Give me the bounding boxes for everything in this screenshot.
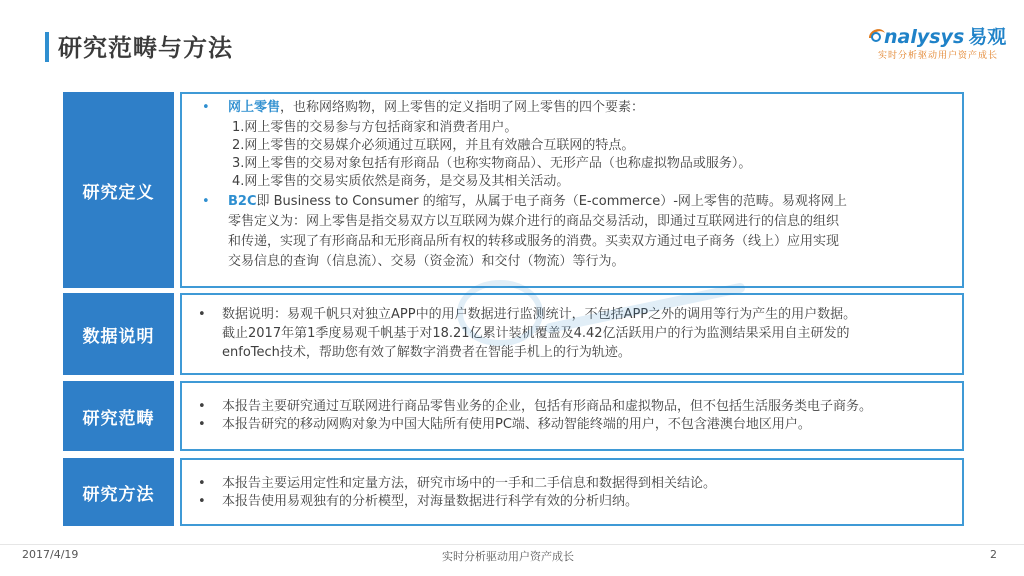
definition-line-6	[228, 194, 847, 210]
logo-brand-cn: 易观	[968, 26, 1007, 48]
definition-line-5: 4.网上零售的交易实质依然是商务，是交易及其相关活动。	[232, 174, 570, 189]
footer-slogan: 实时分析驱动用户资产成长	[442, 550, 574, 563]
scope-line-1: 本报告主要研究通过互联网进行商品零售业务的企业，包括有形商品和虚拟物品，但不包括生活服务类电子商务。	[222, 399, 873, 414]
row-label-method: 研究方法	[63, 458, 174, 526]
row-box-data-notes	[180, 293, 964, 375]
title-accent-bar	[45, 32, 49, 62]
logo-brand: nalysys	[884, 26, 965, 48]
definition-line-4: 3.网上零售的交易对象包括有形商品（也称实物商品）、无形产品（也称虚拟物品或服务）。	[232, 156, 752, 171]
analysys-logo	[868, 22, 1008, 66]
definition-line-6-text: 即 Business to Consumer 的缩写，从属于电子商务（E-commerce）-网上零售的范畴。易观将网上	[256, 194, 847, 209]
method-line-2: 本报告使用易观独有的分析模型，对海量数据进行科学有效的分析归纳。	[222, 494, 639, 509]
footer-date: 2017/4/19	[22, 548, 79, 561]
row-box-method	[180, 458, 964, 526]
definition-line-1-text: ，也称网络购物，网上零售的定义指明了网上零售的四个要素：	[280, 100, 645, 115]
bullet-dot: •	[198, 494, 206, 509]
bullet-dot: •	[198, 476, 206, 491]
bullet-dot: •	[202, 194, 210, 209]
bullet-dot: •	[198, 307, 206, 322]
definition-line-9: 交易信息的查询（信息流）、交易（资金流）和交付（物流）等行为。	[228, 254, 625, 269]
scope-line-2: 本报告研究的移动网购对象为中国大陆所有使用PC端、移动智能终端的用户，不包含港澳台地区用户。	[222, 417, 811, 432]
page-title: 研究范畴与方法	[58, 34, 233, 62]
definition-line-1	[228, 100, 644, 116]
data-notes-line-3: enfoTech技术，帮助您有效了解数字消费者在智能手机上的行为轨迹。	[222, 345, 631, 360]
logo-slogan: 实时分析驱动用户资产成长	[878, 51, 999, 61]
footer-divider	[0, 544, 1024, 545]
definition-line-7: 零售定义为：网上零售是指交易双方以互联网为媒介进行的商品交易活动，即通过互联网进行的信息的组织	[228, 214, 840, 229]
definition-line-3: 2.网上零售的交易媒介必须通过互联网，并且有效融合互联网的特点。	[232, 138, 635, 153]
logo-wordmark	[884, 22, 1006, 49]
row-box-definition	[180, 92, 964, 288]
page-number: 2	[990, 548, 997, 561]
row-label-data-notes: 数据说明	[63, 293, 174, 375]
bullet-dot: •	[198, 417, 206, 432]
definition-line-8: 和传递，实现了有形商品和无形商品所有权的转移或服务的消费。买卖双方通过电子商务（线上）应用实现	[228, 234, 840, 249]
highlight-online-retail: 网上零售	[228, 100, 281, 115]
highlight-b2c: B2C	[228, 194, 257, 209]
data-notes-line-1: 数据说明：易观千帆只对独立APP中的用户数据进行监测统计，不包括APP之外的调用等行为产生的用户数据。	[222, 307, 857, 322]
data-notes-line-2: 截止2017年第1季度易观千帆基于对18.21亿累计装机覆盖及4.42亿活跃用户的行为监测结果采用自主研发的	[222, 326, 850, 341]
bullet-dot: •	[202, 100, 210, 115]
row-label-scope: 研究范畴	[63, 381, 174, 451]
definition-line-2: 1.网上零售的交易参与方包括商家和消费者用户。	[232, 120, 518, 135]
row-label-definition: 研究定义	[63, 92, 174, 288]
method-line-1: 本报告主要运用定性和定量方法，研究市场中的一手和二手信息和数据得到相关结论。	[222, 476, 717, 491]
row-box-scope	[180, 381, 964, 451]
bullet-dot: •	[198, 399, 206, 414]
